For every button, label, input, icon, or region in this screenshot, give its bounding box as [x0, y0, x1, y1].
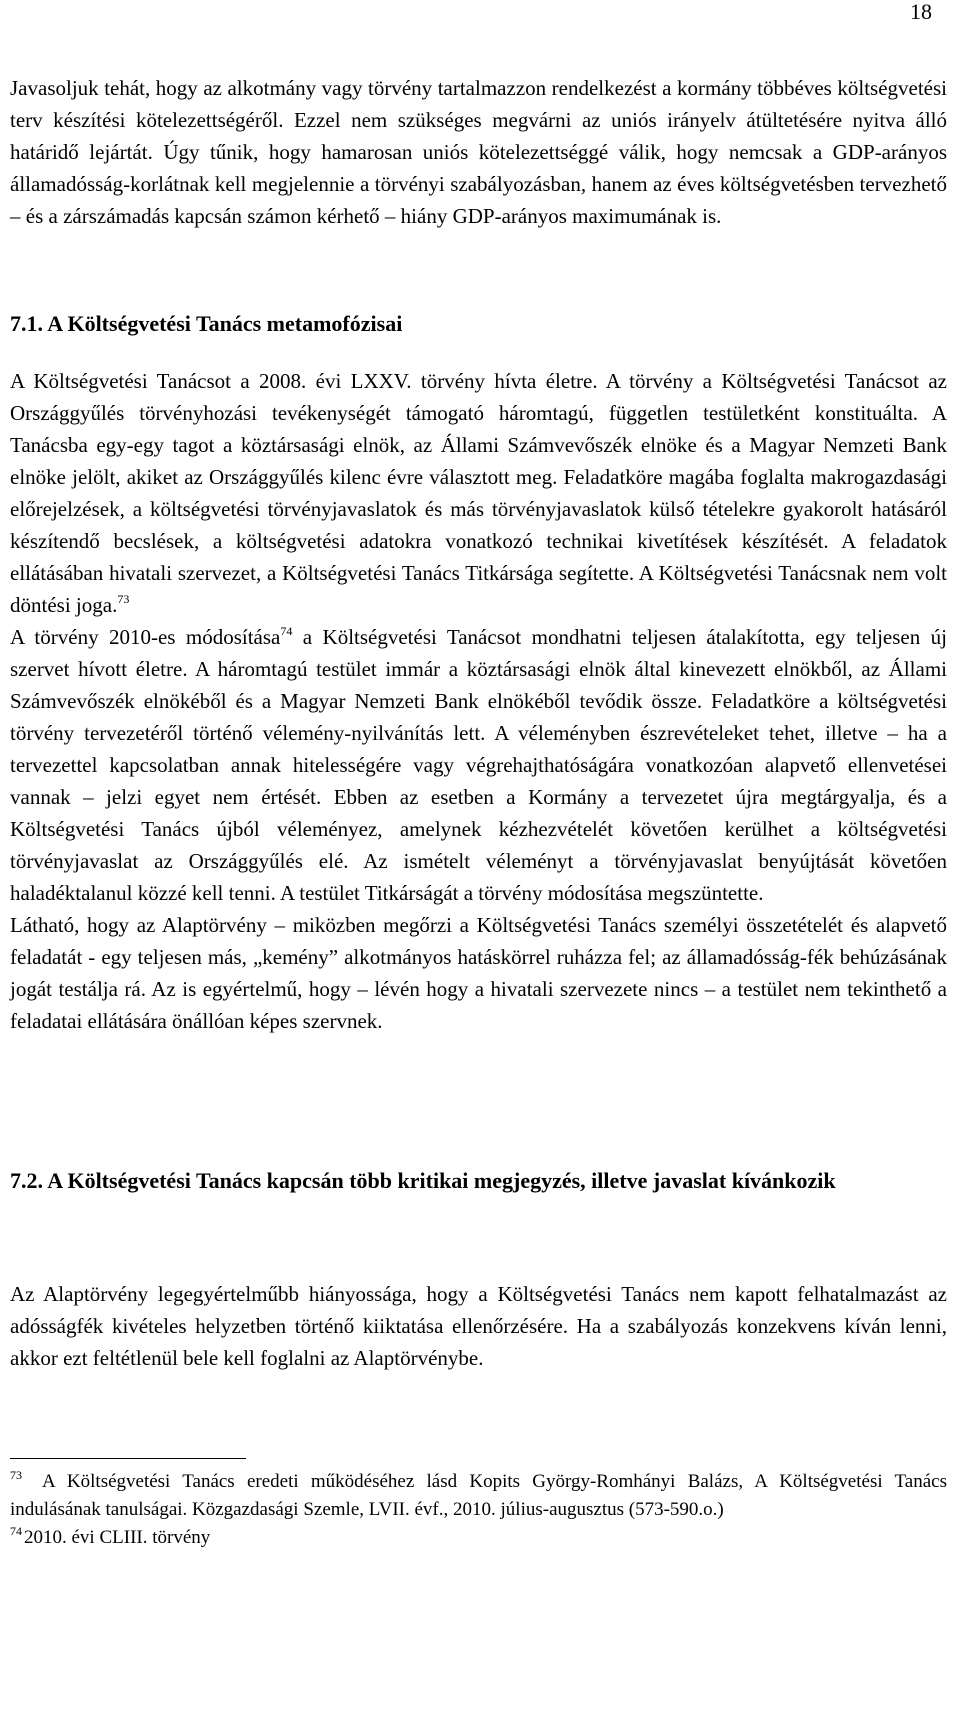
paragraph-text: A Költségvetési Tanácsot a 2008. évi LXXV. törvény hívta életre. A törvény a Költségvetési Tanácsot az Országgyűlés törvényhozási tevékenységét támogató háromtagú, független testületként konstituálta. A Tanácsba egy-egy tagot a köztársasági elnök, az Állami Számvevőszék elnöke és a Magyar Nemzeti Bank elnöke jelölt, akiket az Országgyűlés kilenc évre választott meg. Feladatköre magába foglalta makrogazdasági előrejelzések, a költségvetési törvényjavaslatok és más törvényjavaslatok külső tételekre gyakorolt hatásáról készítendő becslések, a költségvetési adatokra vonatkozó technikai kivetítések készítését. A feladatok ellátásában hivatali szervezet, a Költségvetési Tanács Titkársága segítette. A Költségvetési Tanácsnak nem volt döntési joga.	[10, 369, 947, 617]
intro-section	[10, 72, 947, 232]
paragraph-fundamental-law: Látható, hogy az Alaptörvény – miközben megőrzi a Költségvetési Tanács személyi összetételét és alapvető feladatát - egy teljesen más, „kemény” alkotmányos hatáskörrel ruházza fel; az államadósság-fék behúzásának jogát testálja rá. Az is egyértelmű, hogy – lévén hogy a hivatali szervezete nincs – a testület nem tekinthető a feladatai ellátására önállóan képes szervnek.	[10, 913, 947, 1033]
paragraph-text: a Költségvetési Tanácsot mondhatni teljesen átalakította, egy teljesen új szervet hívott életre. A háromtagú testület immár a köztársasági elnök által kinevezett elnökből, az Állami Számvevőszék elnökéből és a Magyar Nemzeti Bank elnökéből tevődik össze. Feladatköre a költségvetési törvény tervezetéről történő vélemény-nyilvánítás lett. A véleményben észrevételeket tehet, illetve – ha a tervezettel kapcsolatban annak hitelességére vagy végrehajthatóságára vonatkozóan alapvető ellenvetései vannak – jelzi egyet nem értését. Ebben az esetben a Kormány a tervezetet újra megtárgyalja, és a Költségvetési Tanács újból véleményez, amelynek kézhezvételét követően kerülhet a költségvetési törvényjavaslat az Országgyűlés elé. Az ismételt véleményt a törvényjavaslat benyújtását követően haladéktalanul közzé kell tenni. A testület Titkárságát a törvény módosítása megszüntette.	[10, 625, 947, 905]
footnote-mark: 74	[10, 1524, 22, 1538]
footnote-mark: 73	[10, 1468, 22, 1482]
paragraph-shortcoming: Az Alaptörvény legegyértelműbb hiányossága, hogy a Költségvetési Tanács nem kapott felhatalmazást az adósságfék kivételes helyzetben történő kiiktatása ellenőrzésére. Ha a szabályozás konzekvens kíván lenni, akkor ezt feltétlenül bele kell foglalni az Alaptörvénybe.	[10, 1282, 947, 1370]
footnotes	[10, 1468, 947, 1552]
paragraph-2010-amendment	[10, 621, 947, 909]
footnote-ref-73[interactable]: 73	[117, 592, 130, 606]
page-number: 18	[910, 0, 932, 24]
section-7-1-body	[10, 365, 947, 1037]
section-7-2-body	[10, 1278, 947, 1374]
footnote-text: A Költségvetési Tanács eredeti működéséhez lásd Kopits György-Romhányi Balázs, A Költségvetési Tanács indulásának tanulságai. Közgazdasági Szemle, LVII. évf., 2010. július-augusztus (573-590.o.)	[10, 1471, 947, 1520]
section-heading-7-1: 7.1. A Költségvetési Tanács metamofózisai	[10, 311, 403, 336]
paragraph-budget-council-origin	[10, 365, 947, 621]
footnote-separator	[10, 1458, 246, 1459]
footnote-ref-74[interactable]: 74	[280, 624, 293, 638]
footnote-73	[10, 1468, 947, 1524]
footnote-74	[10, 1524, 947, 1552]
intro-paragraph: Javasoljuk tehát, hogy az alkotmány vagy törvény tartalmazzon rendelkezést a kormány többéves költségvetési terv készítési kötelezettségéről. Ezzel nem szükséges megvárni az uniós irányelv átültetésére nyitva álló határidő lejártát. Úgy tűnik, hogy hamarosan uniós kötelezettséggé válik, hogy nemcsak a GDP-arányos államadósság-korlátnak kell megjelennie a törvényi szabályozásban, hanem az éves költségvetésben tervezhető – és a zárszámadás kapcsán számon kérhető – hiány GDP-arányos maximumának is.	[10, 76, 947, 228]
footnote-text: 2010. évi CLIII. törvény	[24, 1527, 211, 1548]
paragraph-text: A törvény 2010-es módosítása	[10, 625, 281, 649]
section-heading-7-2: 7.2. A Költségvetési Tanács kapcsán több kritikai megjegyzés, illetve javaslat kívánkozik	[10, 1168, 836, 1193]
